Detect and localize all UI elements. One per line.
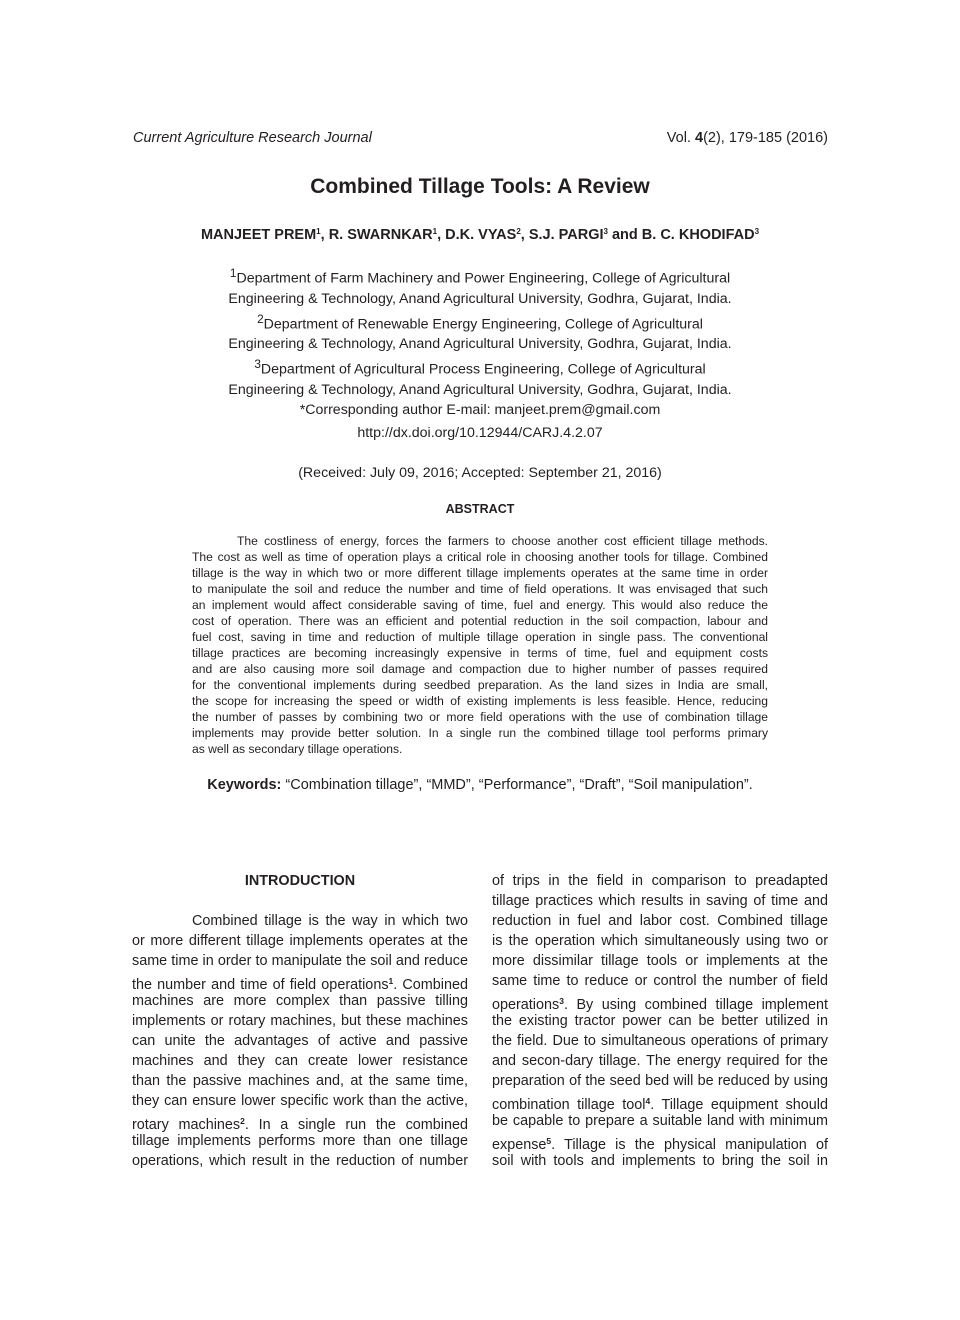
text-run: . Combined (393, 977, 468, 993)
text-line (132, 1111, 468, 1131)
text-run: same time in order to manipulate the soil and reduce (132, 953, 468, 969)
text-line (492, 1091, 828, 1111)
text-run: of trips in the field in comparison to preadapted (492, 873, 828, 889)
affiliation-lines (0, 263, 960, 400)
text-line (132, 1011, 468, 1031)
affiliation-number: 3 (254, 357, 261, 372)
text-run: implements or rotary machines, but these machines (132, 1013, 468, 1029)
abstract-body (192, 533, 768, 757)
affiliation-text: Department of Farm Machinery and Power Engineering, College of Agricultural (236, 270, 731, 287)
text-run: be capable to prepare a suitable land with minimum (492, 1113, 828, 1129)
author-affiliation-mark: 1 (432, 227, 438, 236)
column-left (132, 871, 468, 1171)
affiliation-number: 1 (229, 266, 237, 280)
text-run: the field. Due to simultaneous operations of primary (492, 1033, 828, 1049)
author-separator: and (607, 227, 642, 243)
text-line (492, 1131, 828, 1151)
text-line (492, 1051, 828, 1071)
text-run: reduction in fuel and labor cost. Combined tillage (492, 913, 828, 929)
abstract-line: tillage is the way in which two or more different tillage implements operates at the same time in order (192, 566, 768, 580)
affiliation-line: Engineering & Technology, Anand Agricultural University, Godhra, Gujarat, India. (228, 382, 732, 399)
author-name: MANJEET PREM (200, 227, 317, 243)
citation-ref: 1 (388, 976, 394, 986)
text-line (132, 951, 468, 971)
author-name: S.J. PARGI (528, 227, 604, 243)
author-name: B. C. KHODIFAD (641, 227, 755, 243)
author-separator: , (520, 227, 529, 243)
text-line (132, 971, 468, 991)
author-separator: , (320, 227, 329, 243)
doi-link[interactable]: http://dx.doi.org/10.12944/CARJ.4.2.07 (357, 425, 603, 441)
affiliation-line (0, 263, 960, 289)
text-run: than the passive machines and, at the same time, (132, 1073, 468, 1089)
text-line (492, 1031, 828, 1051)
text-run: tillage practices which results in saving of time and (492, 893, 828, 909)
text-run: can unite the advantages of active and passive (132, 1033, 468, 1049)
text-run: expense (492, 1137, 547, 1153)
text-run: combination tillage tool (492, 1097, 646, 1113)
text-line (492, 1011, 828, 1031)
corresponding-author: *Corresponding author E-mail: manjeet.prem@gmail.com (299, 402, 661, 419)
text-line (492, 1111, 828, 1131)
abstract-line: the number of passes by combining two or more field operations with the use of combination tillage (192, 710, 768, 724)
text-line (132, 911, 468, 931)
affiliation-text: Department of Renewable Energy Engineering, College of Agricultural (263, 316, 703, 333)
abstract-line: The costliness of energy, forces the farmers to choose another cost efficient tillage methods. (237, 534, 768, 548)
text-line (492, 991, 828, 1011)
author-separator: , (437, 227, 446, 243)
abstract-line: tillage practices are becoming increasingly expensive in terms of time, fuel and equipment costs (192, 646, 768, 660)
text-run: rotary machines (132, 1117, 241, 1133)
running-header (133, 129, 828, 147)
volume-info (667, 129, 828, 147)
text-run: and secon-dary tillage. The energy required for the (492, 1053, 828, 1069)
text-line (132, 931, 468, 951)
abstract-line: cost of operation. There was an efficient and potential reduction in the soil compaction, labour and (192, 614, 768, 628)
text-run: Combined tillage is the way in which two (192, 913, 468, 929)
citation-ref: 2 (240, 1116, 245, 1126)
author-affiliation-mark: 1 (316, 227, 321, 236)
volume-number: 4 (694, 130, 704, 146)
author-name: D.K. VYAS (445, 227, 517, 243)
column-right (492, 871, 828, 1171)
text-line (132, 1151, 468, 1171)
affiliations (0, 263, 960, 420)
keywords-text: “Combination tillage”, “MMD”, “Performance”, “Draft”, “Soil manipulation”. (285, 777, 753, 793)
keywords-label: Keywords: (207, 777, 286, 793)
author-affiliation-mark: 3 (603, 227, 608, 236)
text-line (132, 1091, 468, 1111)
author-affiliation-mark: 2 (516, 227, 521, 236)
text-line (132, 1031, 468, 1051)
text-run: machines and they can create lower resistance (132, 1053, 468, 1069)
text-run: preparation of the seed bed will be reduced by using (492, 1073, 828, 1089)
text-run: is the operation which simultaneously using two or (492, 933, 828, 949)
affiliation-number: 2 (257, 311, 264, 326)
abstract-line: to manipulate the soil and reduce the number and time of field operations. It was envisaged that such (192, 582, 768, 596)
journal-name: Current Agriculture Research Journal (133, 130, 372, 146)
abstract-line: as well as secondary tillage operations. (192, 742, 403, 756)
keywords (0, 775, 960, 795)
text-run: more dissimilar tillage tools or implements at the (492, 953, 828, 969)
text-line (132, 1071, 468, 1091)
paper-title: Combined Tillage Tools: A Review (310, 175, 650, 198)
text-run: the existing tractor power can be better utilized in (492, 1013, 828, 1029)
citation-ref: 5 (546, 1136, 552, 1146)
text-line (492, 871, 828, 891)
affiliation-line: Engineering & Technology, Anand Agricultural University, Godhra, Gujarat, India. (228, 290, 732, 307)
author-list (0, 221, 960, 246)
text-line (132, 991, 468, 1011)
text-line (492, 1071, 828, 1091)
text-run: machines are more complex than passive tilling (132, 993, 468, 1009)
introduction-heading: INTRODUCTION (244, 873, 356, 889)
text-run: they can ensure lower specific work than the active, (132, 1093, 468, 1109)
text-line (492, 931, 828, 951)
introduction-text-right (492, 871, 828, 1171)
text-run: soil with tools and implements to bring the soil in (492, 1153, 828, 1169)
abstract-line: for the conventional implements during seedbed preparation. As the land sizes in India are small, (192, 678, 768, 692)
text-run: the number and time of field operations (132, 977, 389, 993)
received-accepted-dates: (Received: July 09, 2016; Accepted: September 21, 2016) (298, 465, 662, 481)
text-run: . Tillage is the physical manipulation of (551, 1137, 828, 1153)
text-line (132, 1131, 468, 1151)
affiliation-line (0, 309, 960, 335)
abstract-heading: ABSTRACT (445, 502, 515, 516)
abstract-line: implements may provide better solution. In a single run the combined tillage tool performs primary (192, 726, 768, 740)
text-run: tillage implements performs more than one tillage (132, 1133, 468, 1149)
abstract-line: the scope for increasing the speed or width of existing implements is less feasible. Hence, reducing (192, 694, 768, 708)
affiliation-text: Department of Agricultural Process Engineering, College of Agricultural (260, 362, 706, 379)
text-line (132, 1051, 468, 1071)
text-run: or more different tillage implements operates at the (132, 933, 468, 949)
abstract-line: fuel cost, saving in time and reduction of multiple tillage operation in single pass. The conventional (192, 630, 768, 644)
text-run: operations (492, 997, 560, 1013)
citation-ref: 3 (559, 996, 564, 1006)
affiliation-line (0, 354, 960, 380)
text-line (492, 891, 828, 911)
volume-suffix: (2), 179-185 (2016) (703, 130, 828, 146)
affiliation-line: Engineering & Technology, Anand Agricultural University, Godhra, Gujarat, India. (228, 336, 732, 353)
introduction-text-left (132, 911, 468, 1171)
text-run: operations, which result in the reduction of number (132, 1153, 468, 1169)
text-run: . In a single run the combined (244, 1117, 469, 1133)
citation-ref: 4 (645, 1096, 651, 1106)
abstract-line: The cost as well as time of operation plays a critical role in choosing another tools for tillage. Combined (192, 550, 768, 564)
author-name: R. SWARNKAR (328, 227, 433, 243)
author-affiliation-mark: 3 (754, 227, 760, 236)
text-run: . By using combined tillage implement (563, 997, 828, 1013)
text-line (492, 951, 828, 971)
abstract-line: and are also causing more soil damage and compaction due to higher number of passes required (192, 662, 768, 676)
text-line (492, 1151, 828, 1171)
volume-prefix: Vol. (666, 130, 695, 146)
text-run: same time to reduce or control the number of field (492, 973, 828, 989)
text-line (492, 911, 828, 931)
text-line (492, 971, 828, 991)
text-run: . Tillage equipment should (650, 1097, 828, 1113)
abstract-line: an implement would affect considerable saving of time, fuel and energy. This would also reduce the (192, 598, 768, 612)
